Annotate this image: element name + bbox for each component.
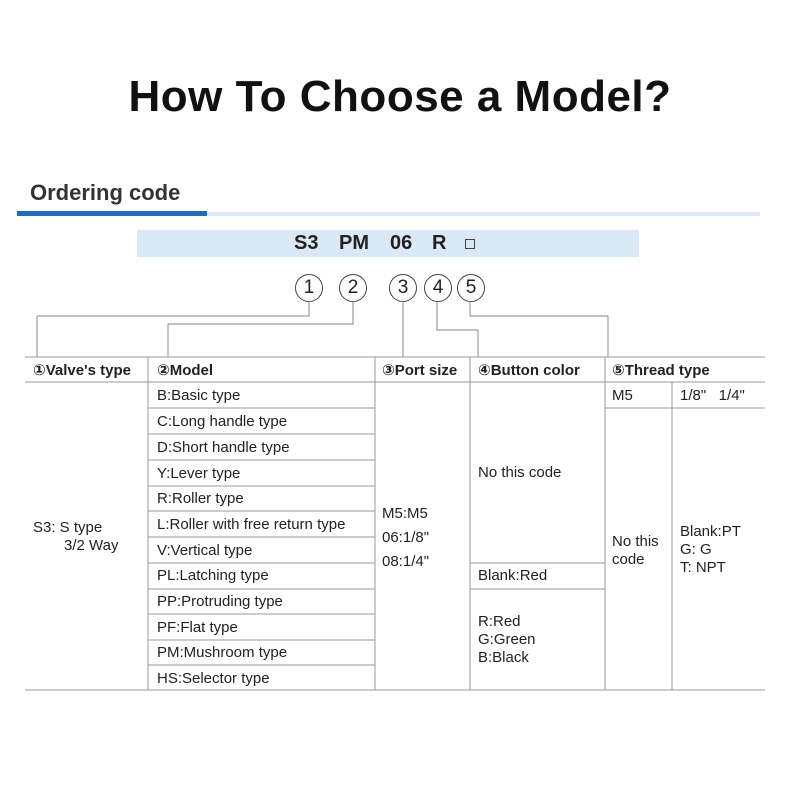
model-item: C:Long handle type xyxy=(157,413,288,430)
header-model: ②Model xyxy=(157,362,214,379)
valve-type-code: S3: S type xyxy=(33,519,103,536)
model-item: PF:Flat type xyxy=(157,619,238,636)
connector-2 xyxy=(168,301,353,357)
number-circle-5: 5 xyxy=(457,274,485,302)
code-part-model: PM xyxy=(339,232,369,254)
header-valve-type: ①Valve's type xyxy=(33,362,131,379)
port-size-item: 08:1/4" xyxy=(382,553,430,570)
model-item: V:Vertical type xyxy=(157,542,253,559)
button-color-item: B:Black xyxy=(478,649,529,666)
code-part-valve-type: S3 xyxy=(294,232,319,254)
button-color-no-code: No this code xyxy=(478,464,562,481)
thread-no-code: No this xyxy=(612,533,659,550)
connector-1 xyxy=(37,301,309,357)
connector-5 xyxy=(470,301,608,357)
thread-option: Blank:PT xyxy=(680,523,741,540)
number-circle-1: 1 xyxy=(295,274,323,302)
port-size-item: 06:1/8" xyxy=(382,529,430,546)
valve-type-description: 3/2 Way xyxy=(64,537,119,554)
model-item: D:Short handle type xyxy=(157,439,290,456)
section-heading: Ordering code xyxy=(30,180,181,205)
header-thread-type: ⑤Thread type xyxy=(612,362,710,379)
number-circle-3: 3 xyxy=(389,274,417,302)
port-size-item: M5:M5 xyxy=(382,505,428,522)
code-part-button-color: R xyxy=(432,232,447,254)
model-item: PP:Protruding type xyxy=(157,593,283,610)
model-item: R:Roller type xyxy=(157,490,244,507)
thread-sizes: 1/8" 1/4" xyxy=(680,387,745,404)
thread-option: G: G xyxy=(680,541,712,558)
model-item: L:Roller with free return type xyxy=(157,516,346,533)
model-item: Y:Lever type xyxy=(157,465,241,482)
model-item: PM:Mushroom type xyxy=(157,644,288,661)
thread-option: T: NPT xyxy=(680,559,726,576)
connector-4 xyxy=(437,301,478,357)
header-button-color: ④Button color xyxy=(478,362,580,379)
model-item: B:Basic type xyxy=(157,387,241,404)
number-circle-4: 4 xyxy=(424,274,452,302)
model-item: PL:Latching type xyxy=(157,567,269,584)
thread-m5: M5 xyxy=(612,387,633,404)
number-circle-2: 2 xyxy=(339,274,367,302)
button-color-item: R:Red xyxy=(478,613,521,630)
header-port-size: ③Port size xyxy=(382,362,458,379)
model-item: HS:Selector type xyxy=(157,670,270,687)
thread-no-code-2: code xyxy=(612,551,645,568)
code-part-port-size: 06 xyxy=(390,232,413,254)
button-color-blank: Blank:Red xyxy=(478,567,548,584)
page-title: How To Choose a Model? xyxy=(128,72,672,121)
button-color-item: G:Green xyxy=(478,631,536,648)
